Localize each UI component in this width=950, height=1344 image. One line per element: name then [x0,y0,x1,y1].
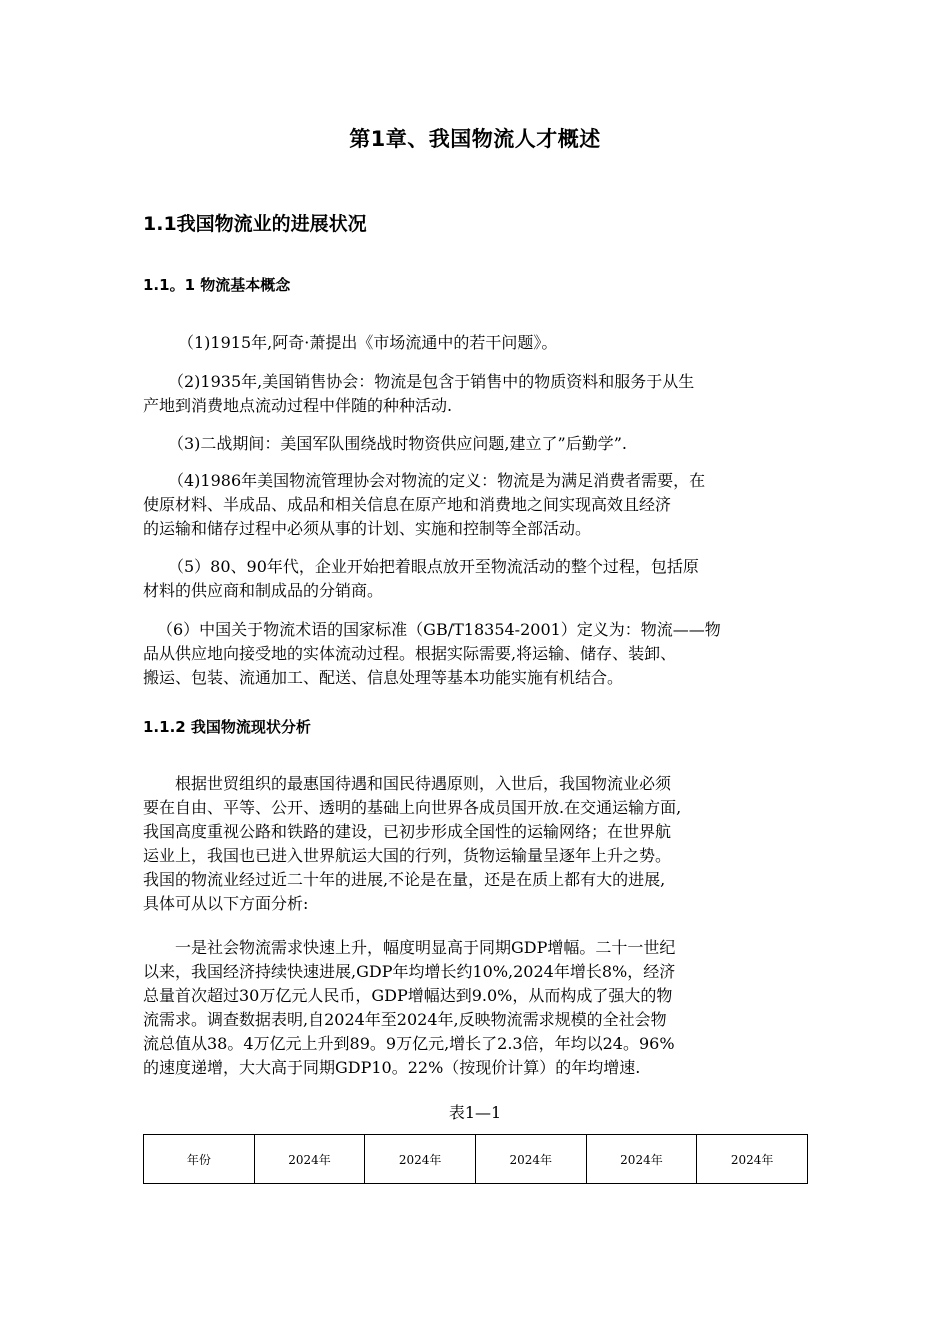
text-line: 以来，我国经济持续快速进展,GDP年均增长约10%,2024年增长8%，经济 [143,962,676,981]
concept-item-6 [143,618,808,690]
section-heading-1-1: 1.1我国物流业的进展状况 [143,213,367,235]
table-caption: 表1—1 [448,1103,502,1122]
data-table [143,1134,808,1184]
text-line: 流需求。调查数据表明,自2024年至2024年,反映物流需求规模的全社会物 [143,1010,667,1029]
text-line: （2)1935年,美国销售协会：物流是包含于销售中的物质资料和服务于从生 [168,372,695,391]
concept-item-2 [143,370,808,418]
text-line: 根据世贸组织的最惠国待遇和国民待遇原则，入世后，我国物流业必须 [143,774,672,793]
text-line: 的速度递增，大大高于同期GDP10。22%（按现价计算）的年均增速. [143,1058,641,1077]
text-line: （5）80、90年代，企业开始把着眼点放开至物流活动的整个过程，包括原 [168,557,699,576]
concept-item-3 [143,432,808,456]
section-heading-1-1-2: 1.1.2 我国物流现状分析 [143,718,311,736]
text-line: 材料的供应商和制成品的分销商。 [143,581,384,600]
analysis-paragraph-1 [143,772,808,916]
text-line: （6）中国关于物流术语的国家标准（GB/T18354-2001）定义为：物流——物 [157,620,721,639]
analysis-paragraph-2 [143,936,808,1080]
table-cell: 2024年 [586,1135,697,1184]
concept-item-5 [143,555,808,603]
text-line: 具体可从以下方面分析: [143,894,309,913]
text-line: （3)二战期间：美国军队围绕战时物资供应问题,建立了”后勤学”. [168,434,627,453]
section-heading-1-1-1: 1.1。1 物流基本概念 [143,276,291,294]
table-cell: 2024年 [254,1135,365,1184]
text-line: 运业上，我国也已进入世界航运大国的行列，货物运输量呈逐年上升之势。 [143,846,672,865]
concept-item-4 [143,469,808,541]
concept-item-1 [178,331,808,355]
text-line: 总量首次超过30万亿元人民币，GDP增幅达到9.0%，从而构成了强大的物 [143,986,673,1005]
text-line: 一是社会物流需求快速上升，幅度明显高于同期GDP增幅。二十一世纪 [143,938,676,957]
table-cell: 2024年 [475,1135,586,1184]
table-row [144,1135,808,1184]
text-line: 我国高度重视公路和铁路的建设，已初步形成全国性的运输网络；在世界航 [143,822,672,841]
text-line: 搬运、包装、流通加工、配送、信息处理等基本功能实施有机结合。 [143,668,624,687]
text-line: 流总值从38。4万亿元上升到89。9万亿元,增长了2.3倍，年均以24。96% [143,1034,675,1053]
text-line: 品从供应地向接受地的实体流动过程。根据实际需要,将运输、储存、装卸、 [143,644,677,663]
text-line: 产地到消费地点流动过程中伴随的种种活动. [143,396,453,415]
text-line: （1)1915年,阿奇·萧提出《市场流通中的若干问题》。 [178,333,558,352]
text-line: 要在自由、平等、公开、透明的基础上向世界各成员国开放.在交通运输方面, [143,798,682,817]
table-cell: 2024年 [365,1135,476,1184]
table-cell: 2024年 [697,1135,808,1184]
text-line: （4)1986年美国物流管理协会对物流的定义：物流是为满足消费者需要，在 [168,471,706,490]
table-cell: 年份 [144,1135,255,1184]
text-line: 我国的物流业经过近二十年的进展,不论是在量，还是在质上都有大的进展, [143,870,666,889]
text-line: 的运输和储存过程中必须从事的计划、实施和控制等全部活动。 [143,519,592,538]
text-line: 使原材料、半成品、成品和相关信息在原产地和消费地之间实现高效且经济 [143,495,672,514]
chapter-title: 第1章、我国物流人才概述 [349,127,601,151]
